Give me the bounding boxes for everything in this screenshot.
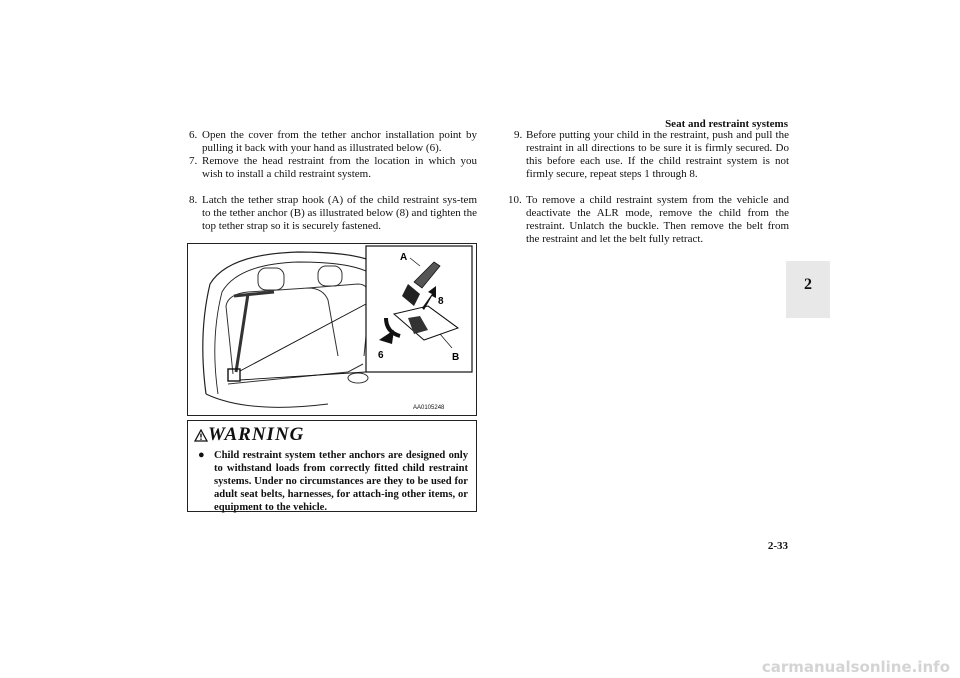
step-6 [189,129,477,155]
warning-triangle-icon [194,429,208,442]
callout-b-label: B [452,352,460,363]
warning-box [187,420,477,512]
figure-code: AA0105248 [413,405,445,411]
chapter-number: 2 [804,276,812,293]
step-number: 10. [508,194,522,206]
step-number: 9. [514,129,523,141]
step-text: Open the cover from the tether anchor installation point by pulling it back with your hand as illustrated below (6). [202,129,477,154]
step-7 [189,155,477,181]
step-9 [514,129,789,181]
callout-a-label: A [400,252,408,263]
step-text: To remove a child restraint system from the vehicle and deactivate the ALR mode, remove the child from the restraint. Unlatch the buckle. Then remove the belt from the restraint and let the belt fully retract. [526,194,789,245]
warning-text: Child restraint system tether anchors are designed only to withstand loads from correctly fitted child restraint systems. Under no circumstances are they to be used for adult seat belts, harnesses, for attach-ing other items, or equipment to the vehicle. [214,450,468,513]
callout-6-label: 6 [378,350,384,361]
section-header: Seat and restraint systems [665,118,788,130]
watermark: carmanualsonline.info [761,658,950,676]
page-number: 2-33 [767,540,788,552]
step-number: 8. [189,194,198,206]
warning-bullet: ● [198,449,205,461]
step-10 [508,194,789,246]
step-8 [189,194,477,233]
step-text: Latch the tether strap hook (A) of the child restraint sys-tem to the tether anchor (B) as illustrated below (8) and tighten the top tether strap so it is securely fastened. [202,194,477,232]
step-text: Before putting your child in the restraint, push and pull the restraint in all directions to be sure it is firmly secured. Do this before each use. If the child restraint system is not firmly secure, repeat steps 1 through 8. [526,129,789,180]
warning-title: WARNING [208,424,305,445]
step-number: 6. [189,129,198,141]
tether-anchor-figure [187,243,477,416]
step-text: Remove the head restraint from the location in which you wish to install a child restraint system. [202,155,477,180]
cargo-area-illustration [188,244,476,415]
step-number: 7. [189,155,198,167]
callout-8-label: 8 [438,296,444,307]
